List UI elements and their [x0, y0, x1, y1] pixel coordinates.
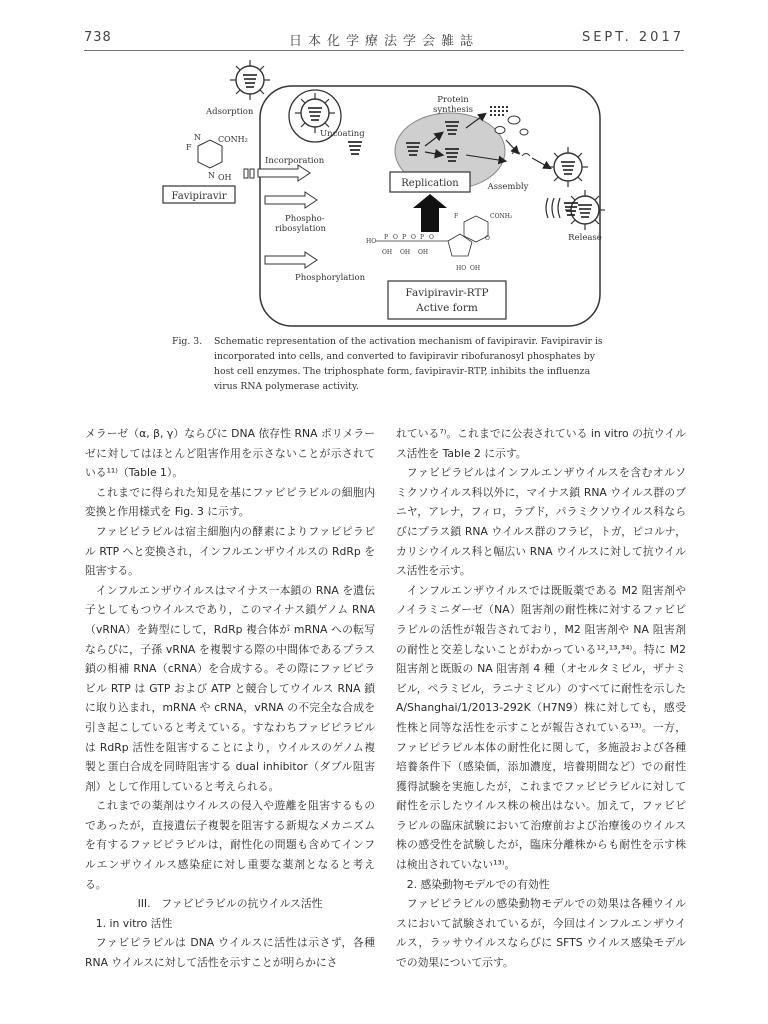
svg-text:HO: HO [366, 238, 377, 245]
label-phospho: Phospho- [285, 214, 325, 224]
journal-title: 日本化学療法学会雑誌 [288, 34, 479, 49]
paragraph: メラーゼ（α, β, γ）ならびに DNA 依存性 RNA ポリメラーゼに対してはほとんど阻害作用を示さないことが示されている¹¹⁾（Table 1）。 [85, 427, 375, 480]
mechanism-diagram [130, 58, 610, 330]
label-active-form: Active form [416, 302, 478, 314]
figure-caption [172, 334, 604, 394]
paragraph: ファビピラビルはインフルエンザウイルスを含むオルソミクソウイルス科以外に，マイナス鎖 RNA ウイルス群のブニヤ，アレナ，フィロ，ラブド，パラミクソウイルス科ならびにプラス鎖 RNA ウイルス群のフラビ，トガ，ピコルナ，カリシウイルス科と幅広い RNA ウイルスに対して抗ウイルス活性を示す。 [396, 466, 686, 578]
svg-text:P: P [384, 234, 389, 241]
svg-text:P: P [420, 234, 425, 241]
header-rule [84, 50, 684, 51]
svg-text:O: O [393, 234, 398, 241]
caption-label: Fig. 3. [172, 336, 203, 347]
section-heading: III. ファビピラビルの抗ウイルス活性 [137, 897, 323, 911]
right-column [396, 424, 686, 973]
svg-text:OH: OH [400, 249, 411, 256]
svg-text:F: F [186, 143, 192, 152]
arrow-inhibition-icon [413, 194, 447, 232]
subsection-heading: 1. in vitro 活性 [95, 916, 173, 930]
svg-text:CONH₂: CONH₂ [490, 213, 513, 220]
subsection-heading: 2. 感染動物モデルでの有効性 [406, 877, 550, 891]
virus-budding-icon [548, 147, 588, 187]
paragraph: ファビピラビルの感染動物モデルでの効果は各種ウイルスにおいて試験されているが，今回はインフルエンザウイルス，ラッサウイルスならびに SFTS ウイルス感染モデルでの効果について示す。 [396, 897, 686, 970]
svg-text:OH: OH [382, 249, 393, 256]
svg-text:N: N [208, 171, 215, 180]
caption-text: Schematic representation of the activation mechanism of favipiravir. Favipiravir is incorporated into cells, and converted to favipiravir ribofuranosyl phosphates by host cell enzymes. The triphosphate form, favipiravir-RTP, inhibits the influenza virus RNA polymerase activity. [214, 336, 603, 392]
svg-text:OH: OH [418, 249, 429, 256]
label-phosphorylation: Phosphorylation [295, 273, 366, 283]
page-number: 738 [84, 30, 112, 45]
svg-text:O: O [429, 234, 434, 241]
svg-text:N: N [194, 133, 201, 142]
page-header [84, 30, 684, 48]
figure-3 [130, 58, 610, 330]
paragraph: これまでの薬剤はウイルスの侵入や遊離を阻害するものであったが，直接遺伝子複製を阻害する新規なメカニズムを有するファビピラビルは，耐性化の問題も含めてインフルエンザウイルス感染症に対し重要な薬剤となると考える。 [85, 799, 375, 891]
paragraph: ファビピラビルは DNA ウイルスに活性は示さず，各種 RNA ウイルスに対して活性を示すことが明らかにさ [85, 936, 375, 970]
budding-lines-icon [546, 198, 560, 218]
paragraph: ファビピラビルは宿主細胞内の酵素によりファビピラビル RTP へと変換され，インフルエンザウイルスの RdRp を阻害する。 [85, 524, 375, 578]
rna-uncoated-icon [348, 142, 362, 154]
label-assembly: Assembly [487, 182, 529, 192]
arrow-phosphoribosylation [265, 192, 317, 208]
virus-released-icon [565, 190, 605, 230]
svg-text:O: O [411, 234, 416, 241]
left-column [85, 424, 375, 973]
protein-dots-icon [490, 106, 508, 116]
arrow-phosphorylation [265, 252, 317, 268]
favipiravir-rtp-structure [366, 213, 513, 272]
label-release: Release [568, 233, 602, 243]
virus-adsorbing-icon [230, 60, 270, 100]
virus-endosome-icon [295, 93, 335, 133]
label-favipiravir: Favipiravir [171, 191, 227, 202]
svg-text:F: F [454, 213, 459, 220]
svg-text:OH: OH [470, 265, 481, 272]
paragraph: れている⁷⁾。これまでに公表されている in vitro の抗ウイルス活性を Table 2 に示す。 [396, 427, 686, 460]
label-protein: Protein [437, 95, 469, 105]
label-ribosylation: ribosylation [275, 224, 327, 234]
issue-date: SEPT. 2017 [581, 30, 684, 45]
svg-text:OH: OH [218, 173, 232, 182]
label-favipiravir-rtp: Favipiravir-RTP [405, 287, 489, 299]
label-adsorption: Adsorption [206, 107, 254, 117]
svg-text:HO: HO [456, 265, 467, 272]
label-synthesis: synthesis [432, 105, 474, 115]
paragraph: これまでに得られた知見を基にファビピラビルの細胞内変換と作用様式を Fig. 3 に示す。 [85, 485, 375, 519]
arrow-incorporation [258, 165, 310, 181]
label-incorporation: Incorporation [265, 156, 325, 166]
svg-text:O: O [485, 235, 490, 242]
svg-text:CONH₂: CONH₂ [218, 135, 248, 144]
favipiravir-structure [186, 133, 248, 182]
svg-text:P: P [402, 234, 407, 241]
label-uncoating: Uncoating [320, 129, 365, 139]
label-replication: Replication [401, 178, 459, 189]
paragraph: インフルエンザウイルスはマイナス一本鎖の RNA を遺伝子としてもつウイルスであり，このマイナス鎖ゲノム RNA（vRNA）を鋳型にして，RdRp 複合体が mRNA への転写ならびに，子孫 vRNA を複製する際の中間体であるプラス鎖の相補 RNA（cRNA）を合成する。その際にファビピラビル RTP は GTP および ATP と競合してウイルス RNA 鎖に取り込まれ，mRNA や cRNA，vRNA の不完全な合成を引き起こしていると考えている。すなわちファビピラビルは RdRp 活性を阻害することにより，ウイルスのゲノム複製と蛋白合成を同時阻害する dual inhibitor（ダブル阻害剤）として作用していると考えられる。 [85, 583, 375, 793]
paragraph: インフルエンザウイルスでは既販薬である M2 阻害剤やノイラミニダーゼ（NA）阻害剤の耐性株に対するファビピラビルの活性が報告されており，M2 阻害剤や NA 阻害剤の耐性と交差しないことがわかっている¹²,¹³,³⁴⁾。特に M2 阻害剤と既販の NA 阻害剤 4 種（オセルタミビル，ザナミビル，ペラミビル，ラニナミビル）のすべてに耐性を示した A/Shanghai/1/2013-292K（H7N9）株に対しても，感受性株と同等な活性を示すことが報告されている¹³⁾。一方，ファビピラビル本体の耐性化に関して，多施設および各種培養条件下（感染価，添加濃度，培養期間など）での耐性獲得試験を実施したが，これまでファビピラビルに対して耐性を示したウイルス株の検出はない。加えて，ファビピラビルの臨床試験において治療前および治療後のウイルス株の感受性を試験したが，臨床分離株からも耐性を示す株は検出されていない¹³⁾。 [396, 583, 686, 872]
